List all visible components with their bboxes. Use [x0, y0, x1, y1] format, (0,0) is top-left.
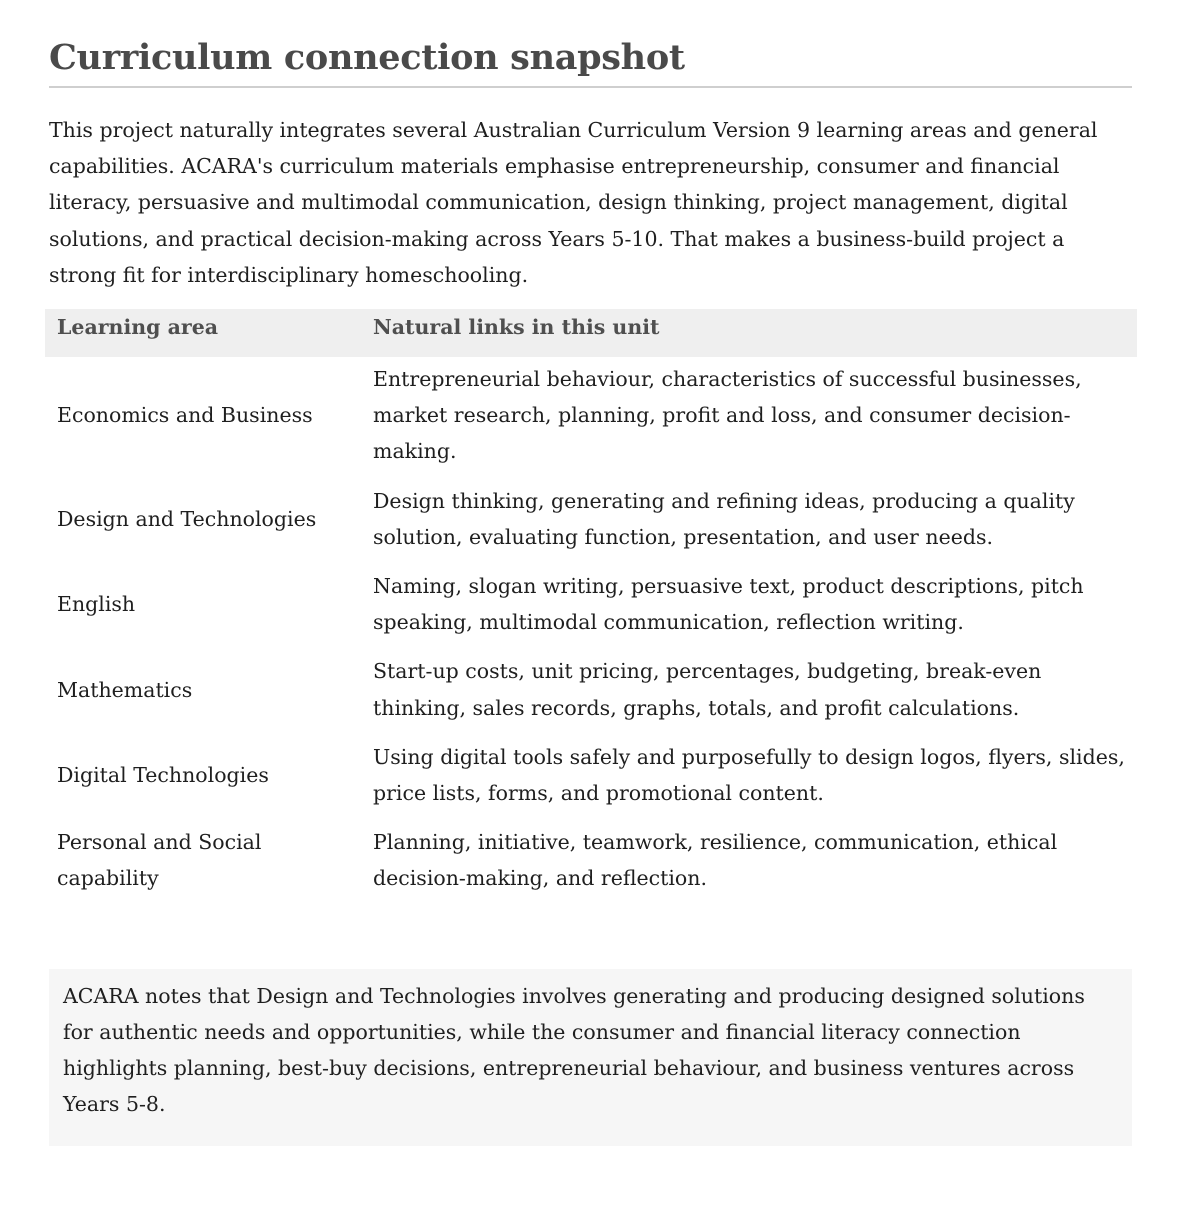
learning-area-cell: Digital Technologies — [57, 762, 269, 787]
learning-area-cell: English — [57, 592, 136, 617]
table-row — [45, 357, 1137, 479]
curriculum-links-table — [45, 309, 1137, 906]
natural-links-cell: Using digital tools safely and purposefully to design logos, flyers, slides, price lists, forms, and promotional content. — [373, 744, 1125, 806]
natural-links-cell: Planning, initiative, teamwork, resilience, communication, ethical decision-making, and reflection. — [373, 830, 1058, 891]
column-header-learning-area: Learning area — [57, 315, 219, 340]
column-header-natural-links: Natural links in this unit — [373, 315, 660, 340]
natural-links-cell: Entrepreneurial behaviour, characteristics of successful businesses, market research, planning, profit and loss, and consumer decision-making. — [373, 367, 1082, 464]
table-header-row — [45, 309, 1137, 357]
learning-area-cell: Personal and Social capability — [57, 830, 262, 891]
table-row — [45, 479, 1137, 564]
table-row — [45, 735, 1137, 820]
learning-area-cell: Economics and Business — [57, 403, 313, 428]
learning-area-cell: Design and Technologies — [57, 506, 317, 531]
natural-links-cell: Naming, slogan writing, persuasive text, product descriptions, pitch speaking, multimodal communication, reflection writing. — [373, 574, 1084, 635]
acara-note-box — [49, 969, 1132, 1147]
learning-area-cell: Mathematics — [57, 677, 193, 702]
section-title: Curriculum connection snapshot — [49, 36, 1132, 88]
acara-note-text: ACARA notes that Design and Technologies involves generating and producing designed solutions for authentic needs and opportunities, while the consumer and financial literacy connection highlights planning, best-buy decisions, entrepreneurial behaviour, and business ventures across Years 5-8. — [63, 983, 1085, 1117]
table-row — [45, 649, 1137, 734]
natural-links-cell: Start-up costs, unit pricing, percentages, budgeting, break-even thinking, sales records, graphs, totals, and profit calculations. — [373, 659, 1042, 720]
natural-links-cell: Design thinking, generating and refining ideas, producing a quality solution, evaluating function, presentation, and user needs. — [373, 488, 1075, 549]
table-row — [45, 820, 1137, 905]
table-row — [45, 564, 1137, 649]
intro-paragraph: This project naturally integrates several Australian Curriculum Version 9 learning areas and general capabilities. ACARA's curriculum materials emphasise entrepreneurship, consumer and financial literacy, persuasive and multimodal communication, design thinking, project management, digital solutions, and practical decision-making across Years 5-10. That makes a business-build project a strong fit for interdisciplinary homeschooling. — [49, 118, 1098, 287]
